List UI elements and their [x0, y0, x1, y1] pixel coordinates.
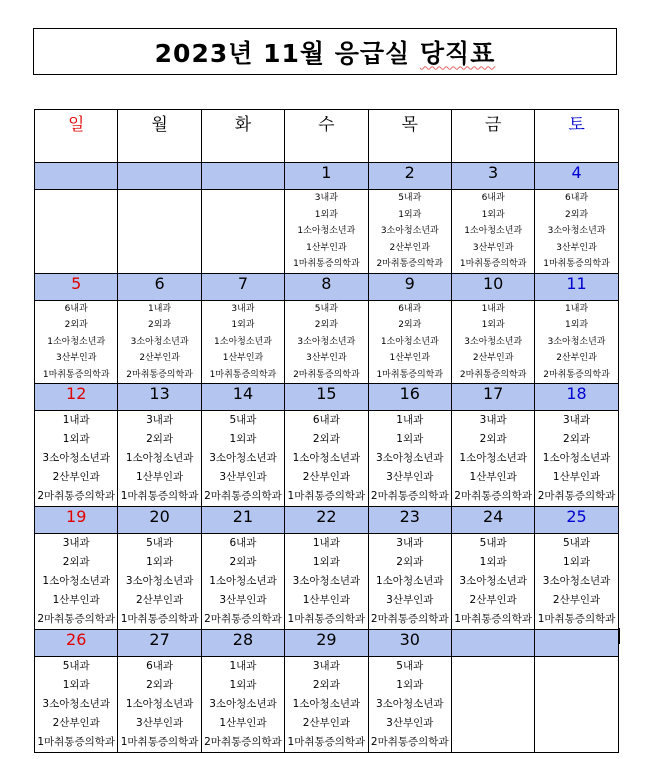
date-cell[interactable]: 7 — [201, 273, 284, 300]
duty-cell[interactable] — [285, 300, 368, 384]
duty-entry: 2마취통증의학과 — [126, 369, 193, 380]
duty-entry: 1소아청소년과 — [125, 698, 194, 710]
date-cell[interactable]: 8 — [285, 273, 368, 300]
date-row — [35, 384, 619, 411]
date-cell[interactable]: 3 — [451, 163, 534, 190]
duty-row — [35, 534, 619, 630]
duty-list — [285, 190, 367, 273]
duty-entry: 3소아청소년과 — [209, 452, 277, 464]
duty-entry: 1산부인과 — [469, 471, 517, 483]
empty-date-cell[interactable] — [451, 630, 534, 657]
date-cell[interactable]: 17 — [451, 384, 534, 411]
duty-entry: 3내과 — [563, 414, 591, 426]
duty-row — [35, 657, 619, 753]
duty-entry: 2마취통증의학과 — [37, 490, 116, 502]
duty-entry: 2외과 — [146, 433, 174, 445]
duty-entry: 1외과 — [229, 433, 257, 445]
duty-cell[interactable] — [451, 411, 534, 507]
duty-entry: 2마취통증의학과 — [376, 259, 444, 269]
empty-date-cell[interactable] — [35, 163, 118, 190]
duty-entry: 1외과 — [479, 556, 507, 568]
duty-list — [535, 534, 617, 629]
duty-entry: 1내과 — [229, 660, 257, 672]
duty-entry: 1내과 — [62, 414, 90, 426]
duty-list — [202, 301, 284, 384]
duty-entry: 1소아청소년과 — [292, 698, 361, 710]
duty-cell[interactable] — [451, 534, 534, 630]
duty-entry: 5내과 — [229, 414, 257, 426]
duty-entry: 2마취통증의학과 — [204, 490, 282, 502]
duty-cell[interactable] — [535, 534, 618, 630]
duty-entry: 1외과 — [481, 209, 505, 220]
duty-entry: 3소아청소년과 — [125, 575, 194, 587]
duty-cell[interactable] — [118, 411, 201, 507]
duty-cell[interactable] — [35, 411, 118, 507]
duty-entry: 3산부인과 — [386, 594, 434, 606]
duty-entry: 1마취통증의학과 — [293, 259, 360, 269]
duty-entry: 3산부인과 — [386, 471, 434, 483]
duty-cell[interactable] — [35, 534, 118, 630]
duty-entry: 3소아청소년과 — [292, 575, 361, 587]
duty-entry: 3소아청소년과 — [542, 575, 611, 587]
duty-entry: 2산부인과 — [552, 594, 601, 606]
duty-entry: 3소아청소년과 — [375, 698, 444, 710]
duty-cell[interactable] — [368, 657, 451, 753]
duty-entry: 2마취통증의학과 — [537, 490, 616, 502]
duty-entry: 1소아청소년과 — [47, 336, 106, 347]
duty-list — [35, 301, 117, 384]
duty-cell[interactable] — [535, 300, 618, 384]
duty-cell[interactable] — [535, 190, 618, 274]
duty-list — [35, 411, 117, 506]
duty-entry: 3소아청소년과 — [547, 226, 606, 236]
duty-entry: 2마취통증의학과 — [204, 613, 282, 625]
duty-entry: 3내과 — [314, 193, 338, 203]
weekday-header[interactable]: 일 — [35, 110, 118, 163]
duty-entry: 3산부인과 — [219, 594, 267, 606]
duty-entry: 3산부인과 — [219, 471, 267, 483]
duty-entry: 1마취통증의학과 — [42, 369, 110, 380]
duty-row — [35, 411, 619, 507]
duty-entry: 1외과 — [481, 320, 505, 330]
weekday-header[interactable]: 수 — [285, 110, 368, 163]
duty-list — [285, 534, 367, 629]
empty-date-cell[interactable] — [201, 163, 284, 190]
duty-entry: 1마취통증의학과 — [454, 613, 532, 625]
duty-entry: 1외과 — [231, 320, 255, 330]
weekday-header[interactable]: 목 — [368, 110, 451, 163]
duty-cell[interactable] — [201, 657, 284, 753]
empty-duty-cell[interactable] — [535, 657, 618, 753]
duty-entry: 1내과 — [564, 303, 589, 314]
duty-list — [452, 534, 534, 629]
duty-list — [452, 301, 534, 384]
duty-entry: 2마취통증의학과 — [293, 369, 360, 380]
duty-entry: 6내과 — [64, 303, 88, 314]
duty-entry: 1외과 — [229, 679, 257, 691]
date-cell[interactable]: 29 — [285, 630, 368, 657]
duty-entry: 3소아청소년과 — [380, 226, 439, 236]
duty-entry: 1마취통증의학과 — [120, 736, 199, 748]
duty-cell[interactable] — [201, 300, 284, 384]
duty-cell[interactable] — [118, 657, 201, 753]
duty-entry: 2외과 — [398, 320, 422, 330]
duty-entry: 2외과 — [146, 679, 174, 691]
duty-list — [35, 657, 117, 752]
duty-list — [369, 190, 451, 273]
duty-entry: 2외과 — [314, 320, 338, 330]
duty-entry: 2마취통증의학과 — [37, 613, 116, 625]
duty-entry: 2마취통증의학과 — [370, 613, 449, 625]
duty-entry: 3소아청소년과 — [547, 336, 606, 347]
duty-cell[interactable] — [368, 411, 451, 507]
duty-entry: 1내과 — [148, 303, 172, 314]
duty-entry: 3내과 — [479, 414, 507, 426]
duty-entry: 2외과 — [312, 433, 340, 445]
duty-entry: 6내과 — [481, 193, 505, 203]
duty-cell[interactable] — [368, 534, 451, 630]
duty-entry: 1산부인과 — [552, 471, 601, 483]
date-cell[interactable]: 2 — [368, 163, 451, 190]
duty-row — [35, 300, 619, 384]
empty-duty-cell[interactable] — [35, 190, 118, 274]
title-underlined: 당직표 — [419, 38, 496, 68]
duty-entry: 1소아청소년과 — [459, 452, 527, 464]
duty-entry: 1마취통증의학과 — [209, 369, 277, 380]
date-cell[interactable]: 30 — [368, 630, 451, 657]
duty-entry: 1소아청소년과 — [214, 336, 272, 347]
empty-duty-cell[interactable] — [201, 190, 284, 274]
duty-entry: 1외과 — [62, 679, 90, 691]
weekday-header[interactable]: 토 — [535, 110, 618, 163]
duty-entry: 2외과 — [312, 679, 340, 691]
duty-list — [535, 190, 617, 273]
duty-entry: 3내과 — [146, 414, 174, 426]
duty-entry: 1외과 — [314, 209, 338, 220]
duty-entry: 3내과 — [231, 303, 255, 314]
duty-entry: 1마취통증의학과 — [287, 490, 366, 502]
duty-list — [285, 411, 367, 506]
duty-list — [535, 411, 617, 506]
duty-entry: 1내과 — [396, 414, 424, 426]
empty-duty-cell[interactable] — [451, 657, 534, 753]
date-row — [35, 273, 619, 300]
duty-entry: 1마취통증의학과 — [37, 736, 116, 748]
duty-entry: 2마취통증의학과 — [370, 736, 449, 748]
weekday-header[interactable]: 화 — [201, 110, 284, 163]
duty-entry: 5내과 — [398, 193, 422, 203]
duty-entry: 1소아청소년과 — [375, 575, 444, 587]
duty-entry: 1외과 — [398, 209, 422, 220]
duty-entry: 3소아청소년과 — [464, 336, 523, 347]
duty-entry: 3산부인과 — [472, 242, 514, 253]
duty-entry: 2마취통증의학과 — [543, 369, 610, 380]
duty-entry: 6내과 — [312, 414, 340, 426]
title-box — [33, 28, 617, 75]
date-row — [35, 163, 619, 190]
duty-entry: 5내과 — [563, 537, 591, 549]
text-cursor — [619, 628, 620, 644]
date-cell[interactable]: 19 — [35, 507, 118, 534]
duty-list — [118, 657, 200, 752]
duty-entry: 1소아청소년과 — [542, 452, 611, 464]
duty-entry: 3내과 — [396, 537, 424, 549]
duty-list — [369, 534, 451, 629]
duty-entry: 2산부인과 — [52, 717, 100, 729]
duty-entry: 5내과 — [146, 537, 174, 549]
duty-entry: 1산부인과 — [222, 353, 264, 363]
duty-list — [369, 657, 451, 752]
duty-entry: 1내과 — [312, 537, 340, 549]
duty-entry: 1소아청소년과 — [125, 452, 194, 464]
duty-cell[interactable] — [451, 190, 534, 274]
date-cell[interactable]: 23 — [368, 507, 451, 534]
duty-row — [35, 190, 619, 274]
date-cell[interactable]: 9 — [368, 273, 451, 300]
duty-cell[interactable] — [285, 657, 368, 753]
duty-entry: 1외과 — [312, 556, 340, 568]
duty-entry: 3소아청소년과 — [209, 698, 277, 710]
duty-entry: 3산부인과 — [306, 353, 347, 363]
duty-cell[interactable] — [368, 190, 451, 274]
duty-list — [452, 411, 534, 506]
duty-entry: 1산부인과 — [306, 242, 347, 253]
date-cell[interactable]: 25 — [535, 507, 618, 534]
duty-entry: 1마취통증의학과 — [287, 736, 366, 748]
date-cell[interactable]: 12 — [35, 384, 118, 411]
date-cell[interactable]: 28 — [201, 630, 284, 657]
duty-list — [369, 301, 451, 384]
duty-entry: 1마취통증의학과 — [459, 259, 527, 269]
duty-entry: 2산부인과 — [556, 353, 597, 363]
date-cell[interactable]: 11 — [535, 273, 618, 300]
duty-entry: 2마취통증의학과 — [459, 369, 527, 380]
duty-entry: 2마취통증의학과 — [370, 490, 449, 502]
duty-entry: 1외과 — [62, 433, 90, 445]
duty-entry: 3내과 — [312, 660, 340, 672]
duty-cell[interactable] — [285, 411, 368, 507]
weekday-header[interactable]: 금 — [451, 110, 534, 163]
title-prefix: 2023년 11월 응급실 — [154, 38, 420, 68]
duty-entry: 2산부인과 — [469, 594, 517, 606]
duty-cell[interactable] — [368, 300, 451, 384]
duty-cell[interactable] — [285, 534, 368, 630]
duty-entry: 2외과 — [229, 556, 257, 568]
date-cell[interactable]: 21 — [201, 507, 284, 534]
date-cell[interactable]: 20 — [118, 507, 201, 534]
duty-entry: 1내과 — [481, 303, 505, 314]
duty-entry: 3산부인과 — [55, 353, 97, 363]
date-cell[interactable]: 16 — [368, 384, 451, 411]
duty-entry: 2산부인과 — [139, 353, 180, 363]
duty-entry: 2외과 — [148, 320, 172, 330]
duty-entry: 1산부인과 — [302, 594, 350, 606]
duty-entry: 5내과 — [479, 537, 507, 549]
duty-entry: 3소아청소년과 — [459, 575, 527, 587]
duty-entry: 2외과 — [563, 433, 591, 445]
duty-entry: 2외과 — [479, 433, 507, 445]
duty-entry: 2산부인과 — [389, 242, 431, 253]
duty-entry: 1소아청소년과 — [209, 575, 277, 587]
duty-list — [285, 657, 367, 752]
duty-entry: 2외과 — [564, 209, 589, 220]
duty-entry: 2산부인과 — [472, 353, 514, 363]
duty-entry: 3내과 — [62, 537, 90, 549]
duty-entry: 3소아청소년과 — [130, 336, 189, 347]
duty-entry: 1소아청소년과 — [297, 226, 356, 236]
duty-entry: 5내과 — [314, 303, 338, 314]
duty-entry: 1소아청소년과 — [380, 336, 439, 347]
duty-list — [285, 301, 367, 384]
date-row — [35, 507, 619, 534]
date-cell[interactable]: 26 — [35, 630, 118, 657]
date-cell[interactable]: 1 — [285, 163, 368, 190]
duty-entry: 5내과 — [62, 660, 90, 672]
duty-entry: 1마취통증의학과 — [287, 613, 366, 625]
duty-entry: 2마취통증의학과 — [204, 736, 282, 748]
duty-list — [202, 411, 284, 506]
duty-list — [535, 301, 617, 384]
duty-entry: 3소아청소년과 — [42, 452, 110, 464]
date-cell[interactable]: 6 — [118, 273, 201, 300]
duty-entry: 1마취통증의학과 — [120, 613, 199, 625]
date-cell[interactable]: 13 — [118, 384, 201, 411]
duty-entry: 6내과 — [564, 193, 589, 203]
empty-date-cell[interactable] — [118, 163, 201, 190]
duty-entry: 1외과 — [396, 679, 424, 691]
duty-entry: 1소아청소년과 — [464, 226, 523, 236]
duty-list — [35, 534, 117, 629]
duty-cell[interactable] — [201, 534, 284, 630]
duty-entry: 6내과 — [398, 303, 422, 314]
duty-cell[interactable] — [118, 534, 201, 630]
date-cell[interactable]: 22 — [285, 507, 368, 534]
date-cell[interactable]: 15 — [285, 384, 368, 411]
date-cell[interactable]: 5 — [35, 273, 118, 300]
empty-date-cell[interactable] — [535, 630, 618, 657]
duty-entry: 6내과 — [229, 537, 257, 549]
duty-entry: 1산부인과 — [135, 471, 184, 483]
duty-entry: 2산부인과 — [302, 717, 350, 729]
duty-entry: 1마취통증의학과 — [537, 613, 616, 625]
duty-cell[interactable] — [118, 300, 201, 384]
duty-entry: 1마취통증의학과 — [120, 490, 199, 502]
date-cell[interactable]: 14 — [201, 384, 284, 411]
duty-entry: 1산부인과 — [389, 353, 431, 363]
duty-entry: 2외과 — [64, 320, 88, 330]
duty-entry: 1외과 — [563, 556, 591, 568]
duty-calendar-table — [34, 109, 619, 753]
duty-list — [202, 657, 284, 752]
duty-entry: 6내과 — [146, 660, 174, 672]
duty-entry: 2마취통증의학과 — [454, 490, 532, 502]
date-row — [35, 630, 619, 657]
duty-entry: 2산부인과 — [302, 471, 350, 483]
empty-duty-cell[interactable] — [118, 190, 201, 274]
duty-list — [118, 411, 200, 506]
duty-list — [452, 190, 534, 273]
duty-cell[interactable] — [285, 190, 368, 274]
date-cell[interactable]: 27 — [118, 630, 201, 657]
duty-entry: 3소아청소년과 — [297, 336, 356, 347]
weekday-header[interactable]: 월 — [118, 110, 201, 163]
duty-entry: 2외과 — [396, 556, 424, 568]
date-cell[interactable]: 18 — [535, 384, 618, 411]
duty-entry: 2외과 — [62, 556, 90, 568]
duty-entry: 1소아청소년과 — [292, 452, 361, 464]
duty-cell[interactable] — [35, 300, 118, 384]
duty-list — [369, 411, 451, 506]
duty-list — [202, 534, 284, 629]
duty-entry: 1외과 — [564, 320, 589, 330]
date-cell[interactable]: 24 — [451, 507, 534, 534]
duty-entry: 2산부인과 — [135, 594, 184, 606]
duty-cell[interactable] — [201, 411, 284, 507]
duty-entry: 1소아청소년과 — [42, 575, 110, 587]
duty-entry: 3소아청소년과 — [42, 698, 110, 710]
duty-entry: 1마취통증의학과 — [543, 259, 610, 269]
duty-entry: 3산부인과 — [386, 717, 434, 729]
duty-entry: 1산부인과 — [219, 717, 267, 729]
duty-entry: 1외과 — [146, 556, 174, 568]
duty-cell[interactable] — [451, 300, 534, 384]
duty-cell[interactable] — [35, 657, 118, 753]
duty-entry: 1산부인과 — [52, 594, 100, 606]
duty-cell[interactable] — [535, 411, 618, 507]
duty-list — [118, 534, 200, 629]
duty-list — [118, 301, 200, 384]
duty-entry: 3산부인과 — [556, 242, 597, 253]
duty-entry: 1외과 — [396, 433, 424, 445]
duty-entry: 3소아청소년과 — [375, 452, 444, 464]
duty-entry: 2산부인과 — [52, 471, 100, 483]
duty-entry: 1마취통증의학과 — [376, 369, 444, 380]
page-title[interactable] — [155, 34, 496, 70]
weekday-header-row — [35, 110, 619, 163]
duty-entry: 3산부인과 — [135, 717, 184, 729]
duty-entry: 5내과 — [396, 660, 424, 672]
date-cell[interactable]: 4 — [535, 163, 618, 190]
date-cell[interactable]: 10 — [451, 273, 534, 300]
